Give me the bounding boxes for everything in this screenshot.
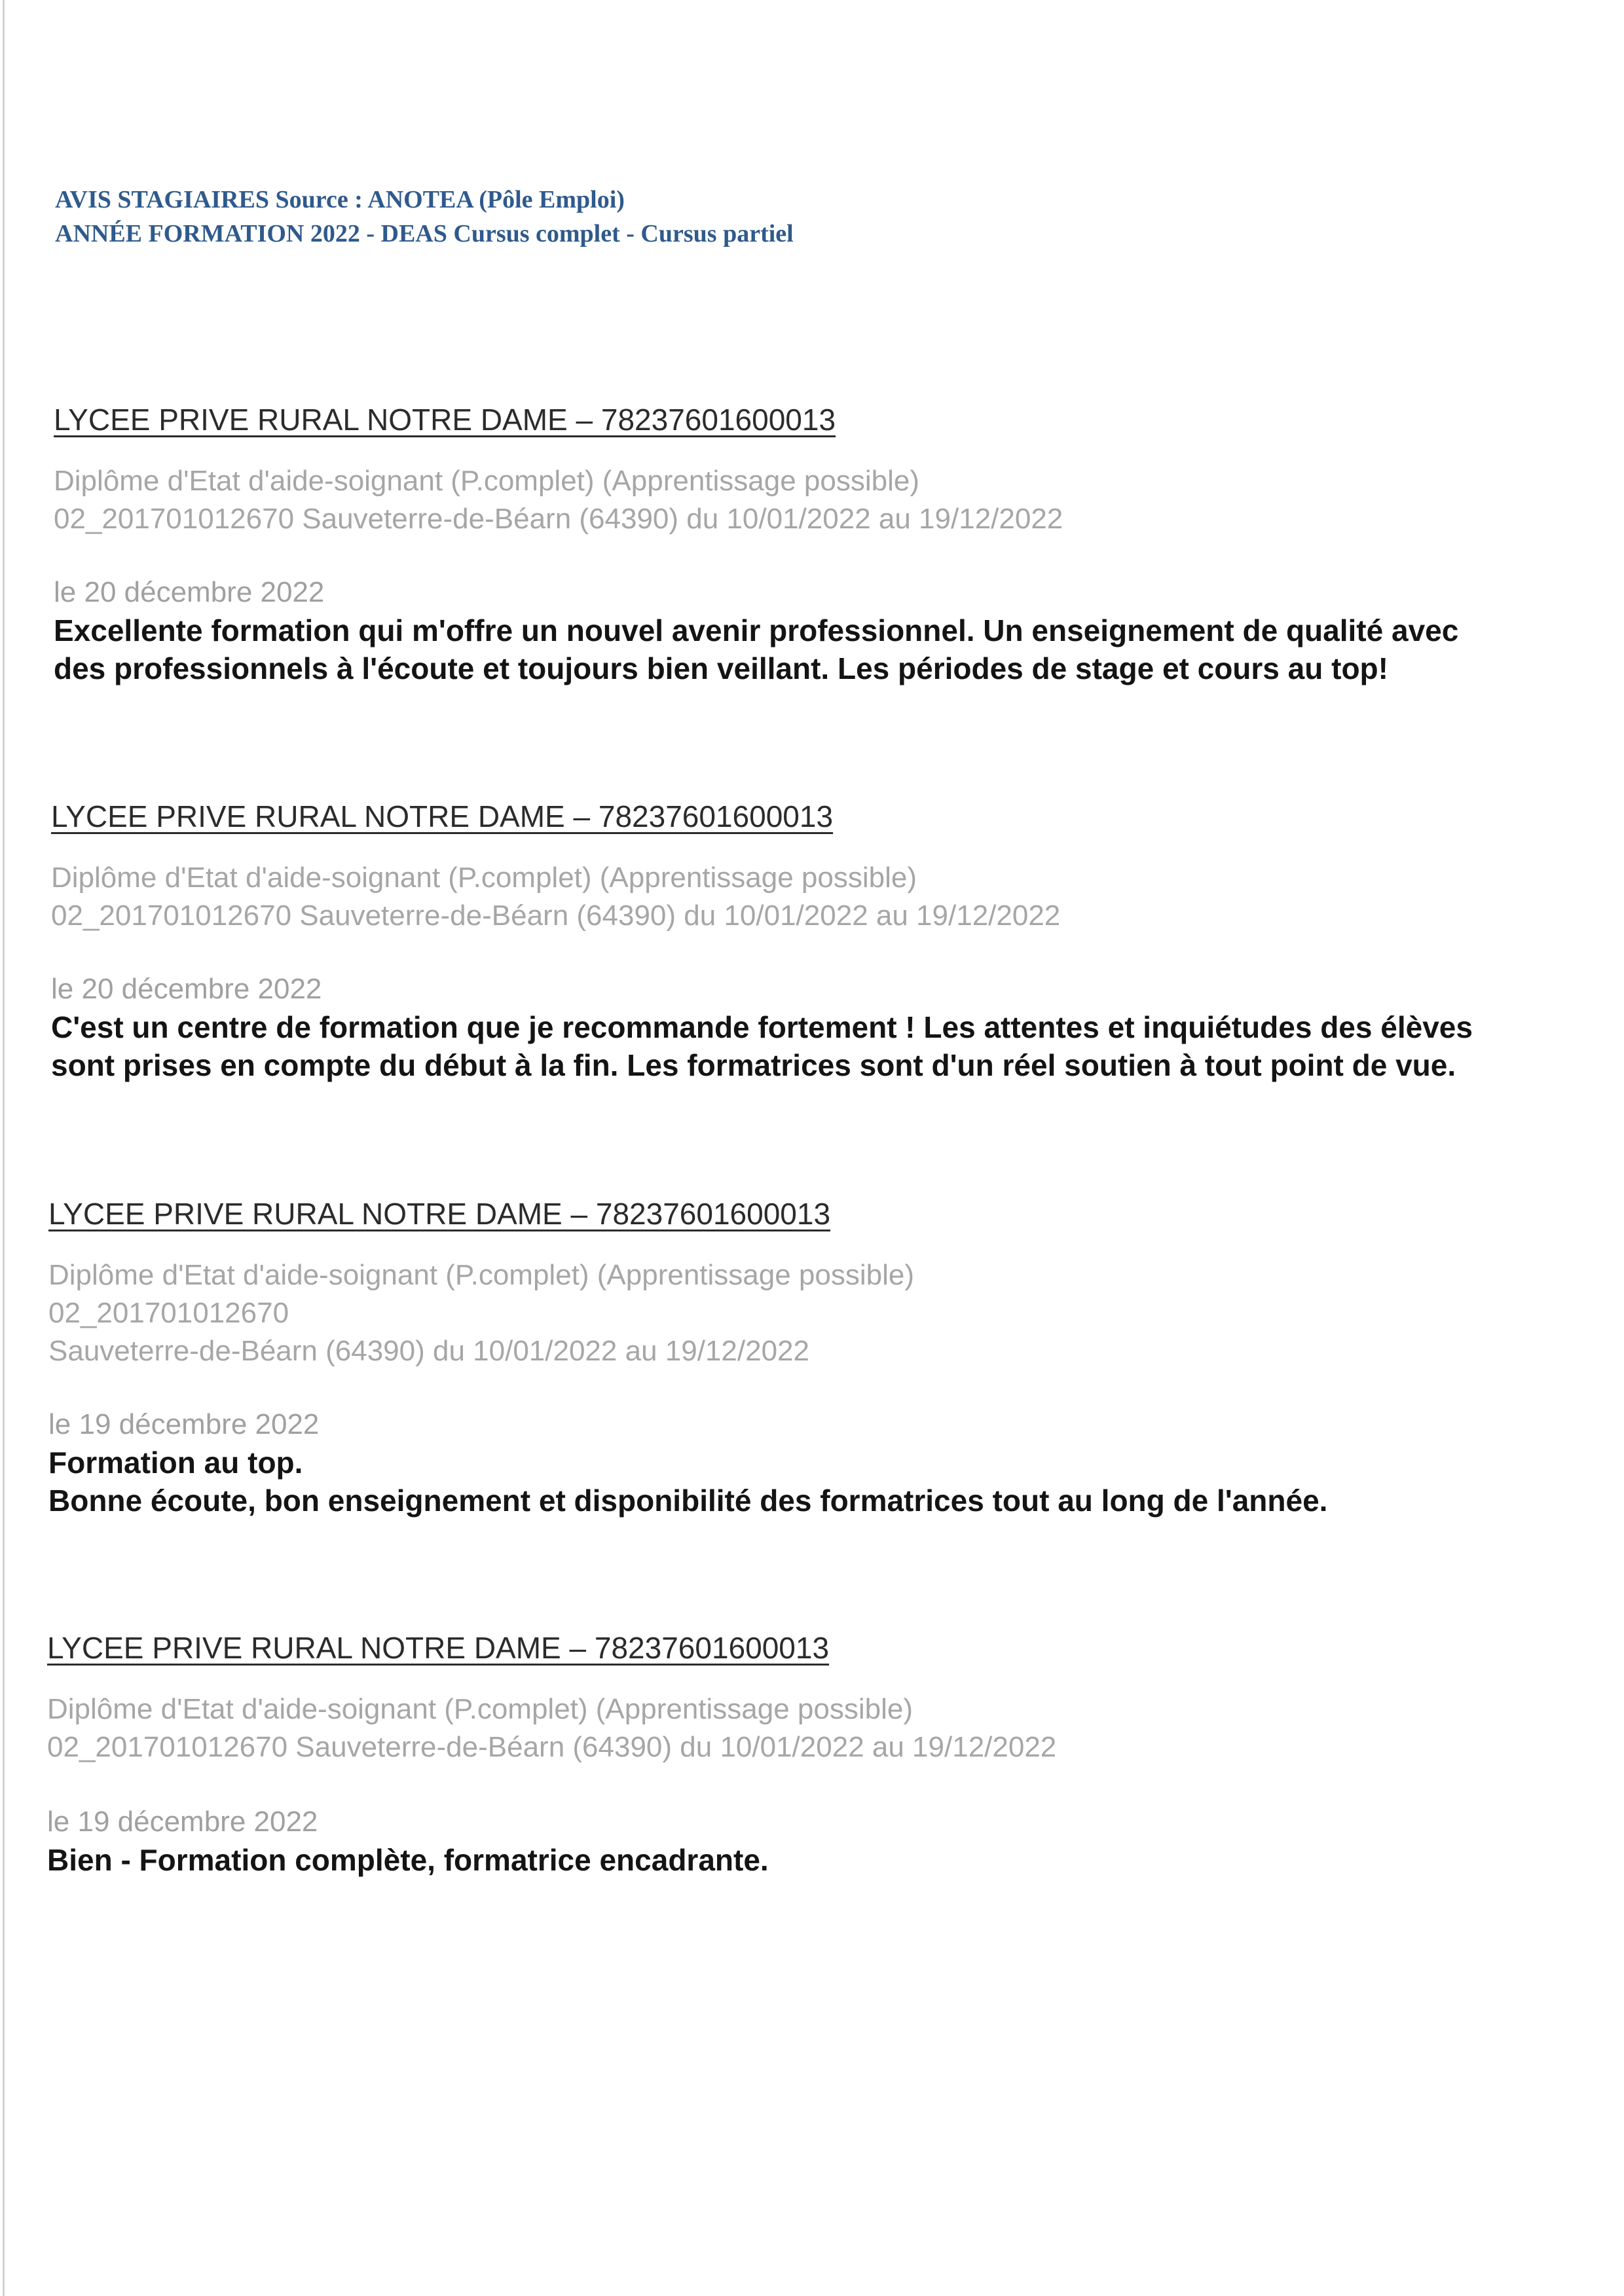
course-session-line: 02_201701012670 Sauveterre-de-Béarn (64390) du 10/01/2022 au 19/12/2022 [54,503,1063,535]
review-entry [48,1195,1327,1520]
course-title-line: Diplôme d'Etat d'aide-soignant (P.complet) (Apprentissage possible) [48,1259,915,1291]
comment-line: Bonne écoute, bon enseignement et disponibilité des formatrices tout au long de l'année. [48,1484,1328,1518]
course-title-line: Diplôme d'Etat d'aide-soignant (P.complet) (Apprentissage possible) [47,1693,913,1725]
review-comment [48,1444,1327,1520]
document-header [55,183,794,251]
course-session-line: 02_201701012670 Sauveterre-de-Béarn (64390) du 10/01/2022 au 19/12/2022 [47,1731,1057,1763]
comment-line: Formation au top. [48,1446,303,1480]
review-entry [51,797,1473,1084]
review-course [48,1256,1327,1370]
review-date: le 19 décembre 2022 [48,1408,320,1440]
comment-line: sont prises en compte du début à la fin. Les formatrices sont d'un réel soutien à tout point de vue. [51,1048,1456,1082]
review-organisation: LYCEE PRIVE RURAL NOTRE DAME – 78237601600013 [47,1631,830,1665]
course-title-line: Diplôme d'Etat d'aide-soignant (P.complet) (Apprentissage possible) [51,862,917,894]
comment-line: C'est un centre de formation que je recommande fortement ! Les attentes et inquiétudes des élèves [51,1010,1473,1044]
review-entry [47,1629,1056,1879]
review-date: le 20 décembre 2022 [51,973,322,1005]
review-course [47,1690,1056,1766]
review-organisation: LYCEE PRIVE RURAL NOTRE DAME – 78237601600013 [48,1197,831,1231]
review-date: le 20 décembre 2022 [54,576,325,608]
review-organisation: LYCEE PRIVE RURAL NOTRE DAME – 78237601600013 [51,799,834,833]
review-course [54,462,1458,538]
review-entry [54,401,1458,687]
header-source-line: AVIS STAGIAIRES Source : ANOTEA (Pôle Emploi) [55,186,625,213]
header-year-line: ANNÉE FORMATION 2022 - DEAS Cursus complet - Cursus partiel [55,220,794,247]
comment-line: Bien - Formation complète, formatrice encadrante. [47,1843,769,1877]
course-session-line: 02_201701012670 Sauveterre-de-Béarn (64390) du 10/01/2022 au 19/12/2022 [51,900,1061,932]
comment-line: des professionnels à l'écoute et toujours bien veillant. Les périodes de stage et cours au top! [54,651,1388,685]
review-comment [51,1008,1473,1084]
course-code-line: 02_201701012670 [48,1297,289,1329]
course-title-line: Diplôme d'Etat d'aide-soignant (P.complet) (Apprentissage possible) [54,465,920,497]
review-comment [47,1841,1056,1879]
course-session-line: Sauveterre-de-Béarn (64390) du 10/01/2022 au 19/12/2022 [48,1335,809,1367]
review-course [51,859,1473,935]
comment-line: Excellente formation qui m'offre un nouvel avenir professionnel. Un enseignement de qualité avec [54,613,1459,647]
review-comment [54,611,1458,687]
review-date: le 19 décembre 2022 [47,1806,318,1838]
review-organisation: LYCEE PRIVE RURAL NOTRE DAME – 78237601600013 [54,403,836,437]
scan-page-edge [3,0,5,2296]
